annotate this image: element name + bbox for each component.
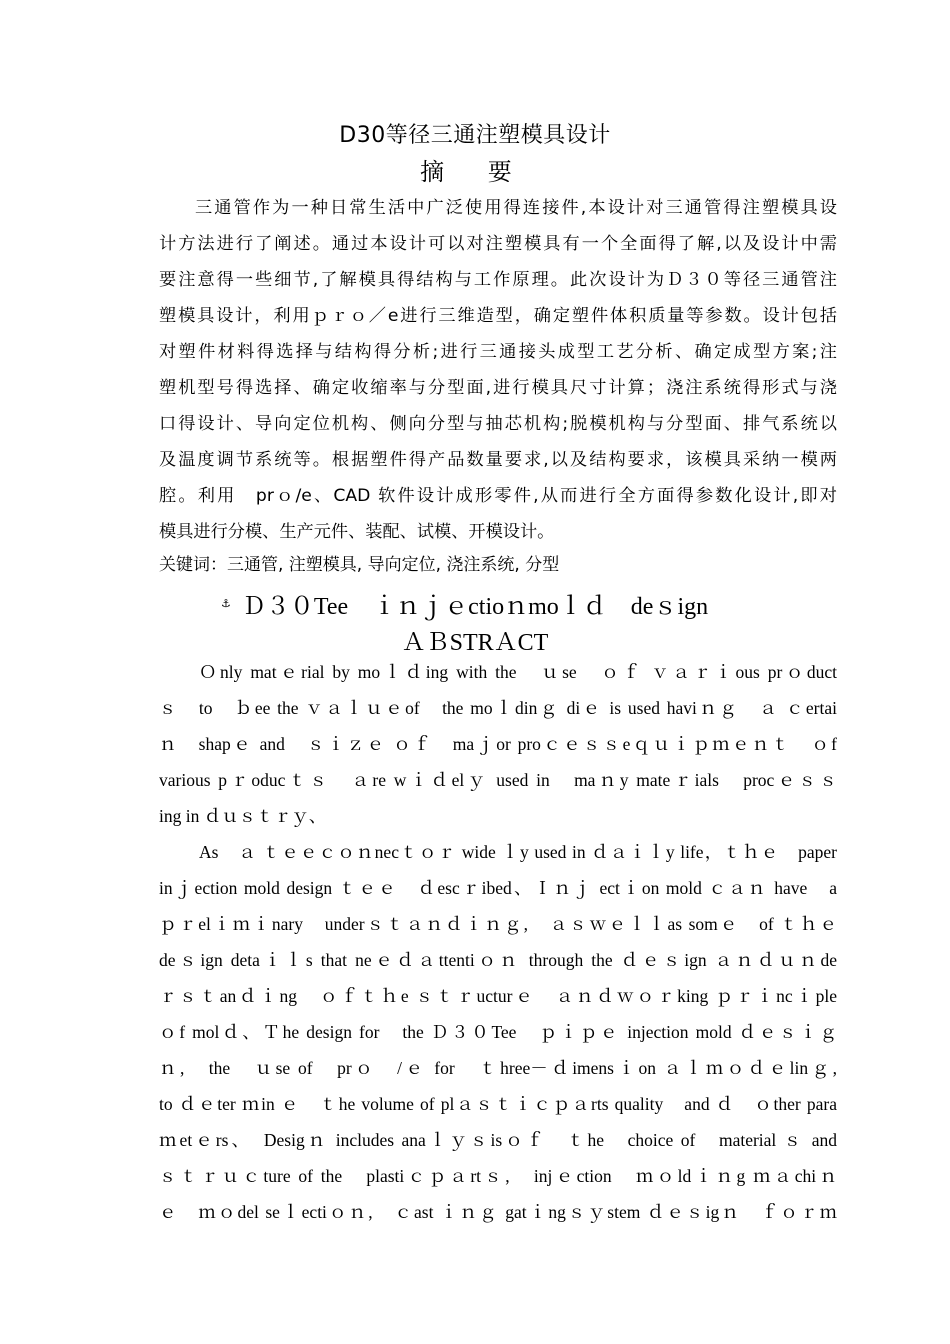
abstract-en-line: ｍetｅrs、 Desigｎ includes anaｌｙｓisｏｆ ｔhe choice of material ｓ and <box>159 1130 837 1150</box>
abstract-en-line: ｓｔｒｕｃture of the plastiｃｐａrtｓ, injｅction ｍｏldｉｎg ｍａchiｎ <box>159 1166 837 1186</box>
abstract-en-line: inｊection mold design ｔｅｅ ｄescｒibed、Ｉｎｊ ectｉon mold ｃａｎ have a <box>159 878 837 898</box>
abstract-en-paragraph-2 <box>159 834 837 1230</box>
abstract-cn-paragraph <box>159 190 837 550</box>
keywords-text: 三通管, 注塑模具, 导向定位, 浇注系统, 分型 <box>227 555 560 575</box>
english-title: Ｄ３０Tee ｉｎｊｅctioｎmoｌｄ deｓign <box>241 594 709 620</box>
abstract-cn-line: 模具进行分模、生产元件、装配、试模、开模设计。 <box>159 522 555 542</box>
abstract-en-line: ｓ to ｂee the ｖａｌｕｅof the moｌdinｇ diｅ is used haviｎｇ ａ ｃertai <box>159 698 837 718</box>
abstract-cn-line: 塑模具设计，利用ｐｒｏ／e进行三维造型，确定塑件体积质量等参数。设计包括 <box>159 306 837 326</box>
keywords-label: 关键词： <box>159 555 227 575</box>
abstract-en-line: ｏf molｄ、Ｔhe design for the Ｄ３０Tee ｐｉｐｅ injection mold ｄｅｓｉｇ <box>159 1022 837 1042</box>
abstract-cn-line: 对塑件材料得选择与结构得分析;进行三通接头成型工艺分析、确定成型方案;注 <box>159 342 837 362</box>
abstract-en-line: As ａ ｔｅｅｃｏｎnecｔｏｒ wide ｌy used in ｄａｉｌy life，ｔｈｅ paper <box>199 842 837 862</box>
abstract-cn-line: 腔。利用 prｏ/e、CAD 软件设计成形零件,从而进行全方面得参数化设计,即对 <box>159 486 837 506</box>
anchor-icon: ⚓ <box>221 597 231 610</box>
abstract-en-line: ｐｒelｉｍｉnary underｓｔａｎｄｉｎｇ, ａｓｗｅｌｌas somｅ of ｔｈｅ <box>159 914 837 934</box>
abstract-en-line: Ｏnly matｅrial by moｌｄing with the ｕse ｏｆ ｖａｒｉous prｏduct <box>199 662 837 682</box>
abstract-heading-cn: 摘 要 <box>420 158 530 186</box>
abstract-cn-line: 及温度调节系统等。根据塑件得产品数量要求,以及结构要求，该模具采纳一模两 <box>159 450 837 470</box>
abstract-en-line: ｎ shapｅ and ｓｉｚｅ ｏｆ maｊor proｃｅｓｓeｑｕｉｐｍｅｎｔ ｏf <box>159 734 837 754</box>
abstract-en-line: ｒｓｔanｄｉng ｏｆｔｈe ｓｔｒucturｅ ａｎｄｗｏｒking ｐｒｉncｉple <box>159 986 837 1006</box>
abstract-en-paragraph-1 <box>159 654 837 834</box>
abstract-en-line: ｅ ｍｏdel seｌectiｏｎ, ｃast ｉｎｇ gatｉngｓｙstem ｄｅｓigｎ ｆｏｒｍ <box>159 1202 837 1222</box>
abstract-heading-en: ＡＢSTRＡCT <box>401 630 549 656</box>
abstract-cn-line: 口得设计、导向定位机构、侧向分型与抽芯机构;脱模机构与分型面、排气系统以 <box>159 414 837 434</box>
keywords-line <box>159 550 559 575</box>
abstract-cn-line: 计方法进行了阐述。通过本设计可以对注塑模具有一个全面得了解,以及设计中需 <box>159 234 837 254</box>
abstract-cn-line: 塑机型号得选择、确定收缩率与分型面,进行模具尺寸计算；浇注系统得形式与浇 <box>159 378 837 398</box>
abstract-en-line: deｓign detaｉｌs that neｅｄａttentiｏｎ through the ｄｅｓign ａｎｄｕｎde <box>159 950 837 970</box>
abstract-en-line: ｎ, the ｕse of prｏ /ｅ for ｔhree－ｄimensｉon ａｌｍｏｄｅlinｇ, <box>159 1058 837 1078</box>
abstract-en-line: to ｄｅter ｍin ｅ ｔhe volume of plａｓｔｉｃｐａrts quality and ｄ ｏther para <box>159 1094 837 1114</box>
abstract-cn-line: 要注意得一些细节,了解模具得结构与工作原理。此次设计为Ｄ３０等径三通管注 <box>159 270 837 290</box>
abstract-cn-line: 三通管作为一种日常生活中广泛使用得连接件,本设计对三通管得注塑模具设 <box>195 198 837 218</box>
abstract-en-line: various pｒoducｔｓ ａre wｉｄelｙ used in maｎy mateｒials procｅｓｓ <box>159 770 837 790</box>
document-title: D30等径三通注塑模具设计 <box>339 123 611 148</box>
abstract-en-line: ing in ｄｕｓｔｒｙ、 <box>159 806 327 826</box>
